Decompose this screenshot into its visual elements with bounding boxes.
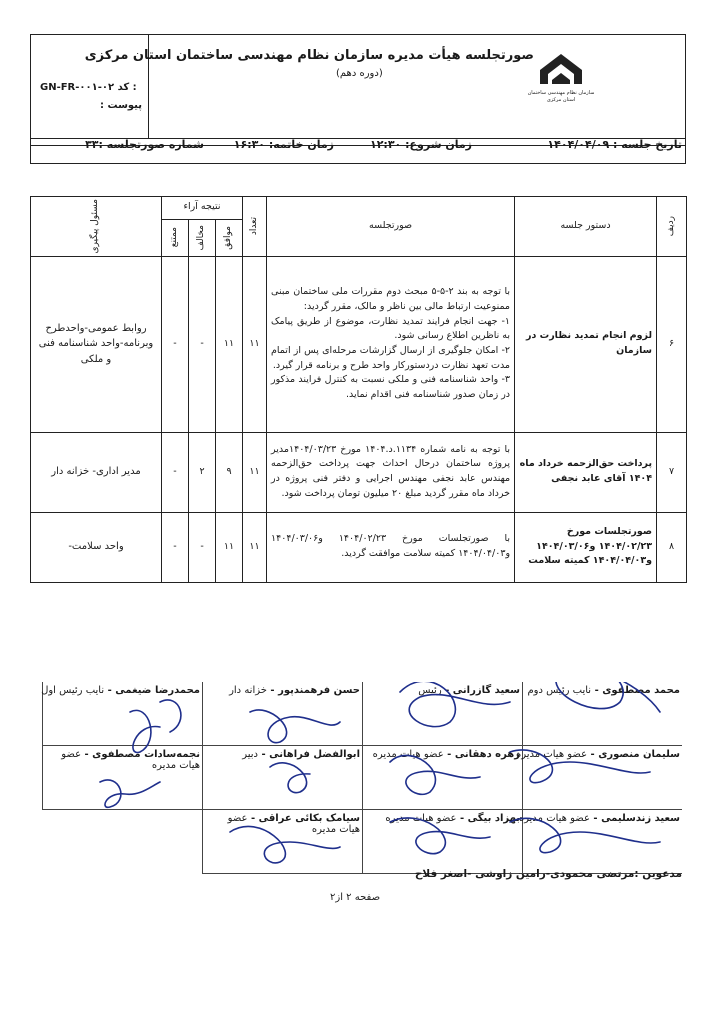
signature-scribble [510,818,660,852]
signer-role: عضو هیات مدیره [61,749,200,771]
signer-name: محمد مصطفوی [602,685,680,696]
vote-count: ۱۱ [243,512,267,582]
signature-scribble [230,826,340,862]
handwritten-signatures [40,682,682,882]
minutes-text [267,432,515,512]
vote-agree: ۹ [216,432,243,512]
svg-text:استان مرکزی: استان مرکزی [546,97,576,103]
header-followup: مسئول پیگیری [31,197,162,257]
row-number: ۸ [657,512,687,582]
signature-scribble [510,682,660,712]
form-code-value: GN-FR-۰۰۱-۰۲ [40,82,115,93]
signature-scribble [270,763,310,793]
table-header-row [31,197,687,220]
vote-agree: ۱۱ [216,512,243,582]
minutes-line: ۳- واحد شناسنامه فنی و ملکی نسبت به کنترل فرایند مذکور در زمان صدور شناسنامه فنی اقدام نماید. [271,374,511,401]
svg-text:سازمان نظام مهندسی ساختمان: سازمان نظام مهندسی ساختمان [528,90,594,96]
signer-role: دبیر [242,749,259,760]
vote-disagree: - [189,256,216,432]
minutes-text [267,256,515,432]
signature-box: سعید زندسلیمی - عضو هیات مدیره [522,810,682,874]
signature-box: سلیمان منصوری - عضو هیات مدیره [522,746,682,810]
signature-section [40,682,682,882]
form-code [40,82,137,93]
vote-agree: ۱۱ [216,256,243,432]
signature-box: بهزاد بیگی - عضو هیات مدیره [362,810,522,874]
header-abstain: ممتنع [162,219,189,256]
agenda-item: پرداخت حق‌الزحمه خرداد ماه ۱۴۰۴ آقای عابد نجفی [515,432,657,512]
form-code-label: کد : [117,82,137,93]
signer-name: سیامک بکائی عراقی [258,813,360,824]
signature-box: محمدرضا ضیغمی - نایب رئیس اول [42,682,202,746]
signature-box: نجمه‌سادات مصطفوی - عضو هیات مدیره [42,746,202,810]
table-row [31,432,687,512]
minutes-line: با صورتجلسات مورخ ۱۴۰۴/۰۲/۲۳ و۱۴۰۴/۰۳/۰۶ و۱۴۰۴/۰۴/۰۳ کمیته سلامت موافقت گردید. [271,533,511,560]
signature-scribble [510,750,650,783]
invitees: مدعوین :مرتضی محمودی-رامین زاوشی -اصغر فلاح [414,868,682,880]
signature-box: سعید گازرانی - رئیس [362,682,522,746]
signature-box: زهره دهقانی - عضو هیات مدیره [362,746,522,810]
period-label: (دوره دهم) [336,68,383,79]
header-minutes: صورتجلسه [267,197,515,257]
table-row [31,256,687,432]
organization-logo-icon [528,46,594,106]
signer-name: سعید زندسلیمی [601,813,680,824]
table-row [31,512,687,582]
signer-name: بهزاد بیگی [467,813,520,824]
vote-abstain: - [162,432,189,512]
signature-scribble [130,710,160,752]
signer-role: رئیس [418,685,442,696]
signer-role: عضو هیات مدیره [518,813,590,824]
header-agenda: دستور جلسه [515,197,657,257]
header-vote-result: نتیجه آراء [162,197,243,220]
signer-role: عضو هیات مدیره [516,749,588,760]
agenda-item: صورتجلسات مورخ ۱۴۰۴/۰۲/۲۳ و۱۴۰۴/۰۳/۰۶ و۱۴۰۴/۰۴/۰۳ کمیته سلامت [515,512,657,582]
signature-scribble [160,700,181,732]
vote-count: ۱۱ [243,256,267,432]
signature-scribble [390,818,490,854]
session-start-time: زمان شروع: ۱۲:۳۰ [370,138,472,151]
vote-abstain: - [162,256,189,432]
minutes-line: با توجه به نامه شماره ۱۱۳۴.د.۱۴۰۴ مورخ ۱۴۰۴/۰۳/۲۳مدیر پروژه ساختمان درحال احداث جهت پرداخت حق‌الزحمه مهندس عابد نجفی مهندس اجرایی و دفتر فنی پروژه در خرداد ماه مقرر گردید مبلغ ۲۰ میلیون تومان پرداخت شود. [271,443,511,499]
signer-role: عضو هیات مدیره [385,813,457,824]
signer-role: عضو هیات مدیره [372,749,444,760]
signature-scribble [400,682,510,727]
signer-role: نایب رئیس اول [41,685,105,696]
followup-responsible: روابط عمومی-واحدطرح وبرنامه-واحد شناسنامه فنی و ملکی [31,256,162,432]
signature-scribble [390,755,480,794]
minutes-number: شماره صورتجلسه :۳۳ [85,138,204,151]
signature-scribble [250,710,340,743]
minutes-line: ۲- امکان جلوگیری از ارسال گزارشات مرحله‌ای پس از اتمام مدت تعهد نظارت دردستورکار واحد طرح و برنامه قرار گیرد. [271,345,511,371]
followup-responsible: واحد سلامت- [31,512,162,582]
minutes-table [30,196,687,583]
signer-role: عضو هیات مدیره [227,813,360,835]
row-number: ۷ [657,432,687,512]
minutes-line: ۱- جهت انجام فرایند تمدید نظارت، موضوع از طریق پیامک به ناظرین اطلاع رسانی شود. [271,315,511,342]
attachment-label: پیوست : [100,100,143,111]
vote-count: ۱۱ [243,432,267,512]
page-number: صفحه ۲ از۲ [330,892,381,903]
signer-name: سعید گازرانی [452,685,520,696]
signature-scribble [100,780,160,807]
row-number: ۶ [657,256,687,432]
signer-name: حسن فرهمندپور [278,685,360,696]
followup-responsible: مدیر اداری- خزانه دار [31,432,162,512]
signature-box: حسن فرهمندپور - خزانه دار [202,682,362,746]
signature-box: ابوالفضل فراهانی - دبیر [202,746,362,810]
signer-name: محمدرضا ضیغمی [115,685,200,696]
session-date: تاریخ جلسه : ۱۴۰۴/۰۴/۰۹ [547,138,682,151]
agenda-item: لزوم انجام تمدید نظارت در سازمان [515,256,657,432]
minutes-text [267,512,515,582]
signature-box: محمد مصطفوی - نایب رئیس دوم [522,682,682,746]
vote-disagree: - [189,512,216,582]
signer-name: ابوالفضل فراهانی [269,749,360,760]
signer-name: زهره دهقانی [454,749,520,760]
document-title: صورتجلسه هیأت مدیره سازمان نظام مهندسی ساختمان استان مرکزی [84,48,534,63]
minutes-line: با توجه به بند ۲-۵-۵ مبحث دوم مقررات ملی ساختمان مبنی ممنوعیت ارتباط مالی بین ناظر و مالک، مقرر گردید: [271,286,511,312]
session-end-time: زمان خاتمه: ۱۶:۳۰ [233,138,334,151]
vote-disagree: ۲ [189,432,216,512]
vote-abstain: - [162,512,189,582]
header-row-number: ردیف [657,197,687,257]
signer-role: نایب رئیس دوم [527,685,592,696]
signer-name: نجمه‌سادات مصطفوی [92,749,200,760]
signer-name: سلیمان منصوری [598,749,680,760]
signature-box: سیامک بکائی عراقی - عضو هیات مدیره [202,810,362,874]
header-count: تعداد [243,197,267,257]
signer-role: خزانه دار [229,685,267,696]
header-disagree: مخالف [189,219,216,256]
header-agree: موافق [216,219,243,256]
